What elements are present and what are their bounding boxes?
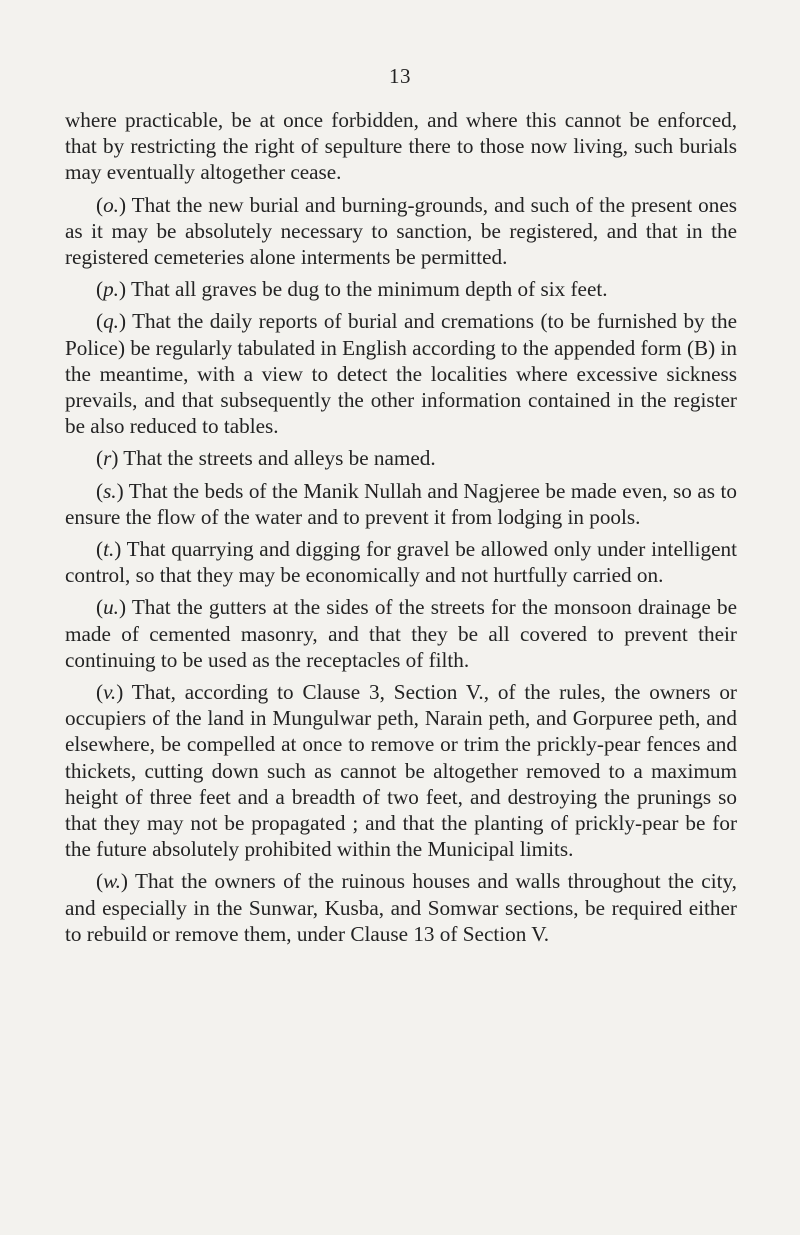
clause-mark: t.: [103, 537, 115, 562]
clause-text: That the streets and alleys be named.: [123, 446, 436, 471]
clause-mark: w.: [103, 869, 121, 894]
clause-mark: o.: [103, 192, 119, 217]
clause-p: (p.) That all graves be dug to the minimum depth of six feet.: [96, 277, 608, 302]
page-number: 13: [389, 64, 411, 88]
clause-text: That the gutters at the sides of the streets for the monsoon drainage be made of cemented masonry, and that they be all covered to prevent their continuing to be used as the receptacles of filth.: [65, 595, 737, 672]
clause-o: (o.) That the new burial and burning-grounds, and such of the present ones as it may be absolutely necessary to sanction, be registered, and that in the registered cemeteries alone interments be permitted.: [65, 192, 737, 270]
body-text: [65, 107, 737, 953]
clause-mark: v.: [103, 680, 117, 705]
clause-mark: s.: [103, 478, 117, 503]
clause-text: That all graves be dug to the minimum depth of six feet.: [130, 277, 608, 302]
paragraph-text: where practicable, be at once forbidden, and where this cannot be enforced, that by restricting the right of sepulture there to those now living, such burials may eventually altogether cease.: [65, 108, 737, 185]
clause-u: (u.) That the gutters at the sides of the streets for the monsoon drainage be made of cemented masonry, and that they be all covered to prevent their continuing to be used as the receptacles of filth.: [65, 595, 737, 672]
clause-text: That, according to Clause 3, Section V., of the rules, the owners or occupiers of the land in Mungulwar peth, Narain peth, and Gorpuree peth, and elsewhere, be compelled at once to remove or trim the prickly-pear fences and thickets, cutting down such as cannot be altogether removed to a maximum height of three feet and a breadth of two feet, and destroying the prunings so that they may not be propagated ; and that the planting of prickly-pear be for the future absolutely prohibited within the Municipal limits.: [65, 680, 737, 862]
clause-t: (t.) That quarrying and digging for gravel be allowed only under intelligent control, so that they may be economically and not hurtfully carried on.: [65, 537, 737, 588]
clause-s: (s.) That the beds of the Manik Nullah and Nagjeree be made even, so as to ensure the flow of the water and to prevent it from lodging in pools.: [65, 478, 737, 529]
clause-mark: q.: [103, 309, 119, 334]
clause-mark: p.: [103, 277, 119, 302]
clause-q: (q.) That the daily reports of burial and cremations (to be furnished by the Police) be regularly tabulated in English according to the appended form (B) in the meantime, with a view to detect the localities where excessive sickness prevails, and that subsequently the other information contained in the register be also reduced to tables.: [65, 309, 737, 439]
clause-r: (r) That the streets and alleys be named.: [96, 446, 436, 471]
clause-text: That the daily reports of burial and cremations (to be furnished by the Police) be regularly tabulated in English according to the appended form (B) in the meantime, with a view to detect the localities where excessive sickness prevails, and that subsequently the other information contained in the register be also reduced to tables.: [65, 309, 737, 439]
paragraph-continuation: [65, 107, 737, 186]
clause-w: (w.) That the owners of the ruinous houses and walls throughout the city, and especially in the Sunwar, Kusba, and Somwar sections, be required either to rebuild or remove them, under Clause 13 of Section V.: [65, 869, 737, 946]
clause-mark: r: [103, 446, 112, 471]
clause-mark: u.: [103, 595, 119, 620]
clause-text: That the new burial and burning-grounds, and such of the present ones as it may be absolutely necessary to sanction, be registered, and that in the registered cemeteries alone interments be permitted.: [65, 192, 737, 270]
clause-text: That quarrying and digging for gravel be allowed only under intelligent control, so that they may be economically and not hurtfully carried on.: [65, 537, 737, 588]
clause-text: That the beds of the Manik Nullah and Nagjeree be made even, so as to ensure the flow of the water and to prevent it from lodging in pools.: [65, 478, 737, 529]
clause-v: (v.) That, according to Clause 3, Section V., of the rules, the owners or occupiers of the land in Mungulwar peth, Narain peth, and Gorpuree peth, and elsewhere, be compelled at once to remove or trim the prickly-pear fences and thickets, cutting down such as cannot be altogether removed to a maximum height of three feet and a breadth of two feet, and destroying the prunings so that they may not be propagated ; and that the planting of prickly-pear be for the future absolutely prohibited within the Municipal limits.: [65, 680, 737, 862]
clause-text: That the owners of the ruinous houses and walls throughout the city, and especially in the Sunwar, Kusba, and Somwar sections, be required either to rebuild or remove them, under Clause 13 of Section V.: [65, 869, 737, 946]
